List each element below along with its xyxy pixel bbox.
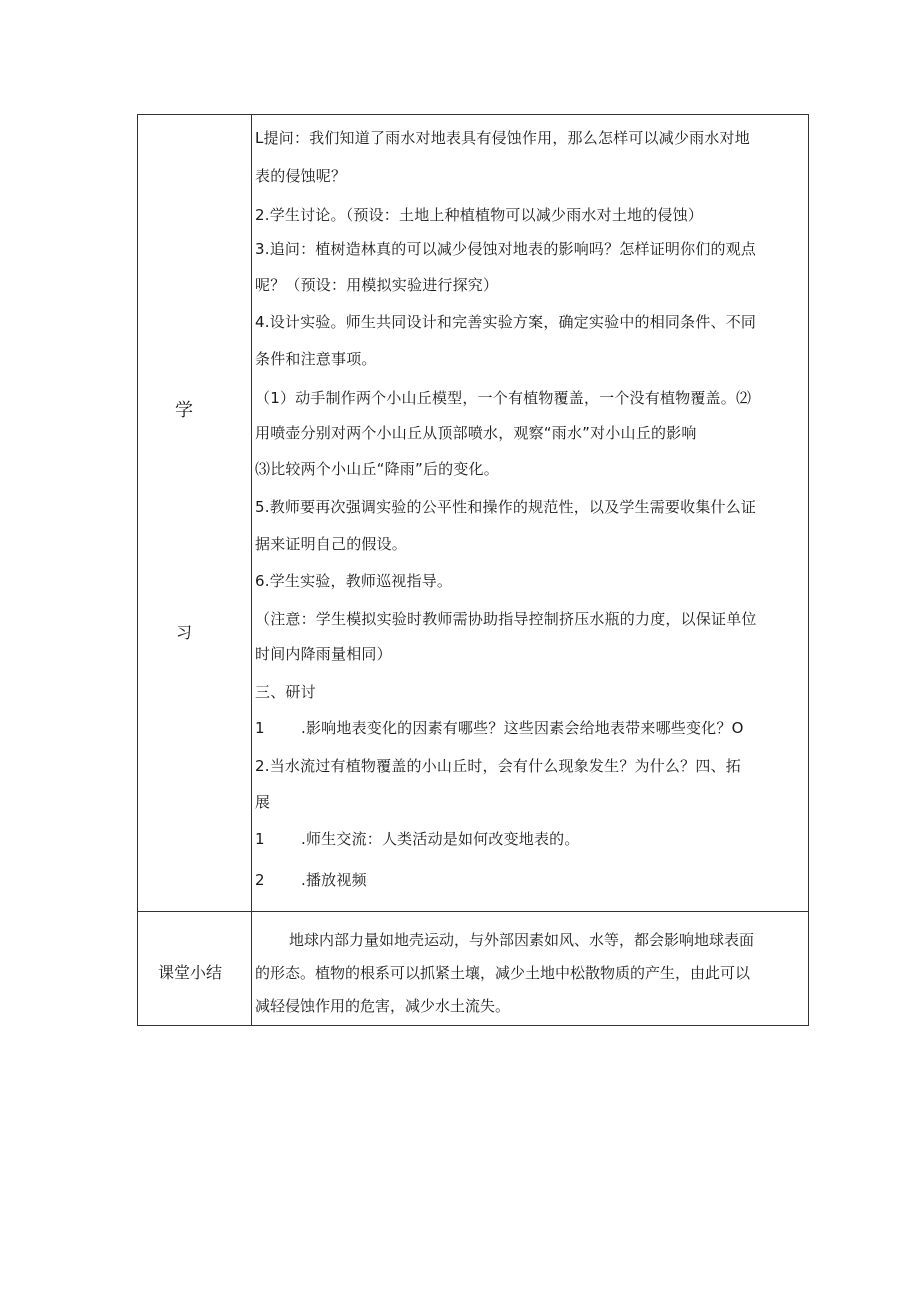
lesson-table (137, 114, 809, 1026)
text-line: 据来证明自己的假设。 (255, 535, 408, 553)
text-line: 条件和注意事项。 (255, 350, 377, 368)
extension-item (255, 869, 367, 891)
text-line: L提问：我们知道了雨水对地表具有侵蚀作用，那么怎样可以减少雨水对地 (255, 129, 750, 147)
text-line: （1）动手制作两个小山丘模型，一个有植物覆盖，一个没有植物覆盖。⑵ (255, 389, 752, 407)
summary-content (255, 924, 805, 1023)
text-line: 2.学生讨论。（预设：土地上种植植物可以减少雨水对土地的侵蚀） (255, 206, 704, 224)
item-number: 2 (255, 871, 265, 889)
summary-row (138, 912, 808, 1025)
text-line: 时间内降雨量相同） (255, 645, 392, 663)
item-number: 1 (255, 830, 265, 848)
extension-item (255, 828, 580, 850)
section-heading: 三、研讨 (255, 683, 316, 701)
text-line: 用喷壶分别对两个小山丘从顶部喷水，观察“雨水”对小山丘的影响 (255, 424, 697, 442)
item-text: .播放视频 (301, 871, 367, 889)
discussion-item (255, 717, 744, 739)
text-line: 2.当水流过有植物覆盖的小山丘时，会有什么现象发生？为什么？四、拓 (255, 757, 741, 775)
learning-label-top: 学 (175, 400, 193, 421)
text-line: 表的侵蚀呢？ (255, 167, 347, 185)
text-line: 6.学生实验，教师巡视指导。 (255, 572, 453, 590)
item-text: .影响地表变化的因素有哪些？这些因素会给地表带来哪些变化？O (301, 719, 744, 737)
summary-label: 课堂小结 (158, 963, 223, 982)
text-line: 4.设计实验。师生共同设计和完善实验方案，确定实验中的相同条件、不同 (255, 313, 757, 331)
summary-line: 地球内部力量如地壳运动，与外部因素如风、水等，都会影响地球表面 (289, 931, 755, 949)
learning-row (138, 115, 808, 912)
item-text: .师生交流：人类活动是如何改变地表的。 (301, 830, 580, 848)
text-line: 3.追问：植树造林真的可以减少侵蚀对地表的影响吗？怎样证明你们的观点 (255, 240, 757, 258)
text-line: 呢？（预设：用模拟实验进行探究） (255, 276, 499, 294)
summary-line: 减轻侵蚀作用的危害，减少水土流失。 (255, 997, 511, 1015)
column-divider (251, 115, 252, 911)
summary-line: 的形态。植物的根系可以抓紧土壤，减少土地中松散物质的产生，由此可以 (255, 964, 751, 982)
learning-label-bottom: 习 (176, 623, 193, 642)
column-divider (251, 912, 252, 1025)
text-line: ⑶比较两个小山丘“降雨”后的变化。 (255, 460, 499, 478)
text-line: 5.教师要再次强调实验的公平性和操作的规范性，以及学生需要收集什么证 (255, 498, 757, 516)
item-number: 1 (255, 719, 265, 737)
text-line: （注意：学生模拟实验时教师需协助指导控制挤压水瓶的力度，以保证单位 (255, 610, 757, 628)
text-line: 展 (255, 793, 271, 811)
